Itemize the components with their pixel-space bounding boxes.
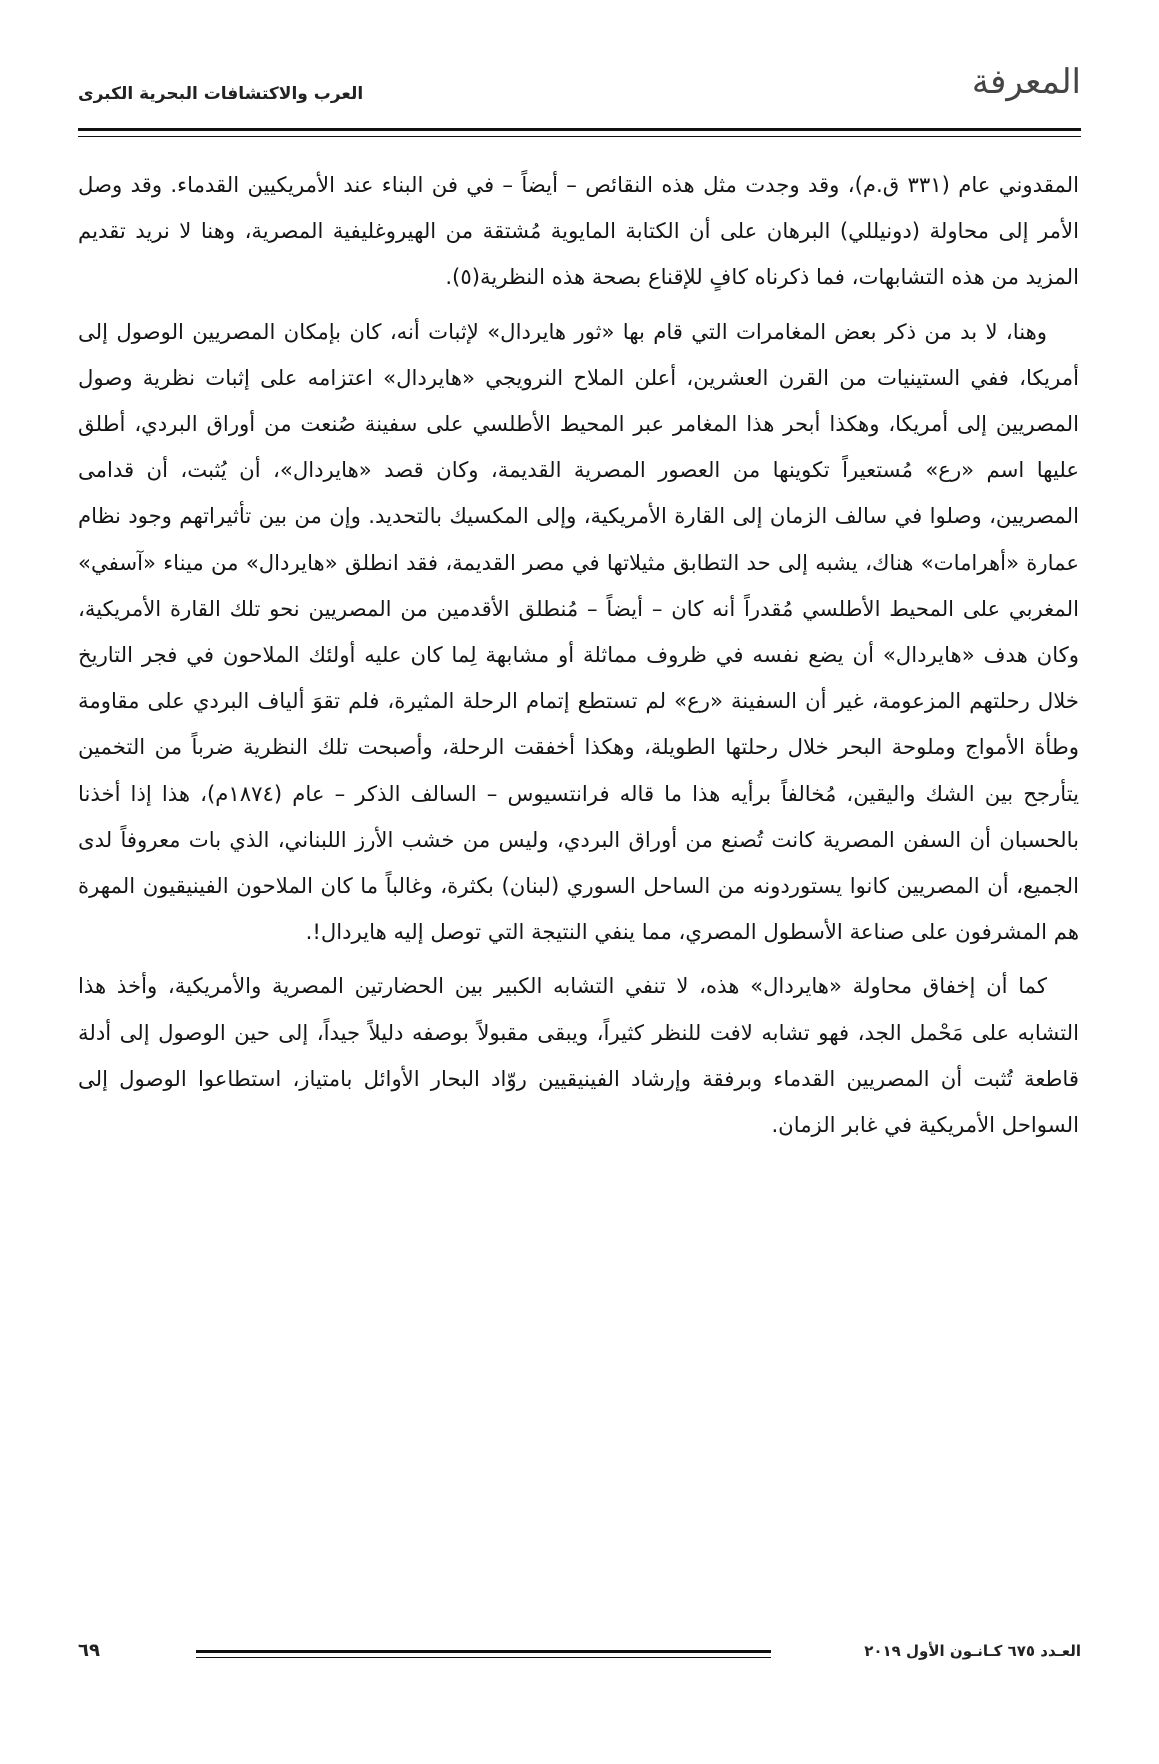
paragraph: المقدوني عام (٣٣١ ق.م)، وقد وجدت مثل هذه النقائص – أيضاً – في فن البناء عند الأمريكيين القدماء. وقد وصل الأمر إلى محاولة (دونيللي) البرهان على أن الكتابة المايوية مُشتقة من الهيروغليفية المصرية، وهنا لا نريد تقديم المزيد من هذه التشابهات، فما ذكرناه كافٍ للإقناع بصحة هذه النظرية(٥).	[78, 172, 1080, 290]
footer-divider	[196, 1650, 771, 1658]
paragraph: وهنا، لا بد من ذكر بعض المغامرات التي قام بها «ثور هايردال» لإثبات أنه، كان بإمكان المصريين الوصول إلى أمريكا، ففي الستينيات من القرن العشرين، أعلن الملاح النرويجي «هايردال» اعتزامه على إثبات نظرية وصول المصريين إلى أمريكا، وهكذا أبحر هذا المغامر عبر المحيط الأطلسي على سفينة صُنعت من أوراق البردي، أطلق عليها اسم «رع» مُستعيراً تكوينها من العصور المصرية القديمة، وكان قصد «هايردال»، أن يُثبت، أن قدامى المصريين، وصلوا في سالف الزمان إلى القارة الأمريكية، وإلى المكسيك بالتحديد. وإن من بين تأثيراتهم وجود نظام عمارة «أهرامات» هناك، يشبه إلى حد التطابق مثيلاتها في مصر القديمة، فقد انطلق «هايردال» من ميناء «آسفي» المغربي على المحيط الأطلسي مُقدراً أنه كان – أيضاً – مُنطلق الأقدمين من المصريين نحو تلك القارة الأمريكية، وكان هدف «هايردال» أن يضع نفسه في ظروف مماثلة أو مشابهة لِما كان عليه أولئك الملاحون في فجر التاريخ خلال رحلتهم المزعومة، غير أن السفينة «رع» لم تستطع إتمام الرحلة المثيرة، فلم تقوَ ألياف البردي على مقاومة وطأة الأمواج وملوحة البحر خلال رحلتها الطويلة، وهكذا أخفقت الرحلة، وأصبحت تلك النظرية ضرباً من التخمين يتأرجح بين الشك واليقين، مُخالفاً برأيه هذا ما قاله فرانتسيوس – السالف الذكر – عام (١٨٧٤م)، هذا إذا أخذنا بالحسبان أن السفن المصرية كانت تُصنع من أوراق البردي، وليس من خشب الأرز اللبناني، الذي بات معروفاً لدى الجميع، أن المصريين كانوا يستوردونه من الساحل السوري (لبنان) بكثرة، وغالباً ما كان الملاحون الفينيقيون المهرة هم المشرفون على صناعة الأسطول المصري، مما ينفي النتيجة التي توصل إليه هايردال!.	[78, 318, 1079, 945]
header-divider	[78, 128, 1081, 137]
issue-label: العـدد ٦٧٥ كـانـون الأول ٢٠١٩	[864, 1642, 1081, 1660]
paragraph: كما أن إخفاق محاولة «هايردال» هذه، لا تنفي التشابه الكبير بين الحضارتين المصرية والأمريكية، وأخذ هذا التشابه على مَحْمل الجد، فهو تشابه لافت للنظر كثيراً، ويبقى مقبولاً بوصفه دليلاً جيداً، إلى حين الوصول إلى أدلة قاطعة تُثبت أن المصريين القدماء وبرفقة وإرشاد الفينيقيين روّاد البحار الأوائل بامتياز، استطاعوا الوصول إلى السواحل الأمريكية في غابر الزمان.	[78, 973, 1079, 1138]
article-running-title: العرب والاكتشافات البحرية الكبرى	[78, 84, 364, 104]
magazine-logo: المعرفة	[971, 62, 1081, 102]
page-number: ٦٩	[78, 1640, 100, 1661]
article-body	[78, 162, 1079, 1148]
page-header	[78, 62, 1081, 118]
page-footer	[78, 1640, 1081, 1670]
